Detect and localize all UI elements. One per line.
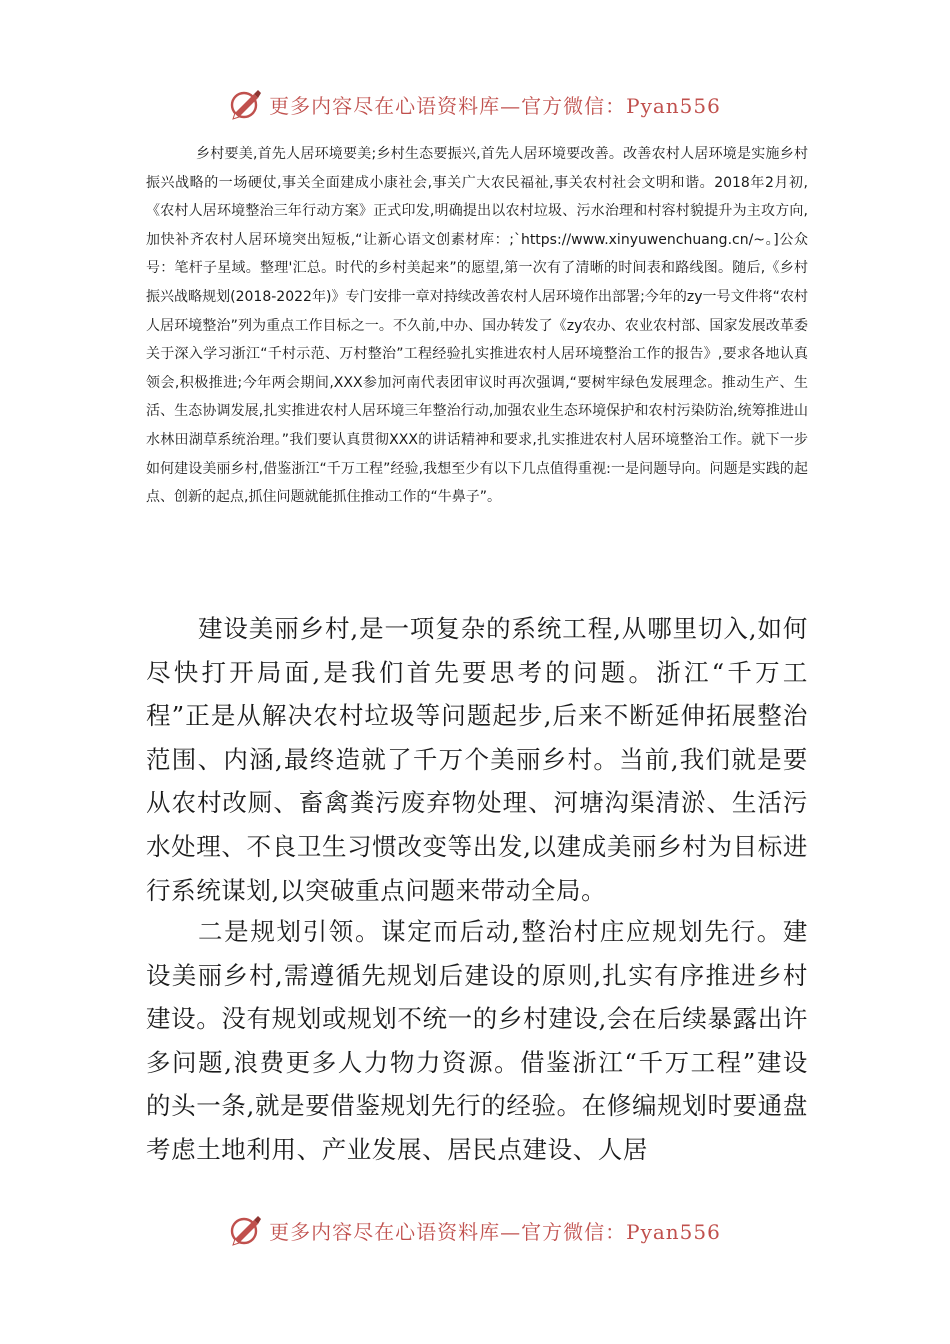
body-paragraph-problem-oriented: 建设美丽乡村,是一项复杂的系统工程,从哪里切入,如何尽快打开局面,是我们首先要思考的问题。浙江“千万工程”正是从解决农村垃圾等问题起步,后来不断延伸拓展整治范围、内涵,最终造就了千万个美丽乡村。当前,我们就是要从农村改厕、畜禽粪污废弃物处理、河塘沟渠清淤、生活污水处理、不良卫生习惯改变等出发,以建成美丽乡村为目标进行系统谋划,以突破重点问题来带动全局。 [146,614,808,905]
body-paragraph-planning-led: 二是规划引领。谋定而后动,整治村庄应规划先行。建设美丽乡村,需遵循先规划后建设的原则,扎实有序推进乡村建设。没有规划或规划不统一的乡村建设,会在后续暴露出许多问题,浪费更多人力物力资源。借鉴浙江“千万工程”建设的头一条,就是要借鉴规划先行的经验。在修编规划时要通盘考虑土地利用、产业发展、居民点建设、人居 [146,917,808,1164]
header-banner [0,84,950,124]
intro-paragraph: 乡村要美,首先人居环境要美;乡村生态要振兴,首先人居环境要改善。改善农村人居环境是实施乡村振兴战略的一场硬仗,事关全面建成小康社会,事关广大农民福祉,事关农村社会文明和谐。2018年2月初,《农村人居环境整治三年行动方案》正式印发,明确提出以农村垃圾、污水治理和村容村貌提升为主攻方向,加快补齐农村人居环境突出短板,“让新心语文创素材库：;`https://www.xinyuwenchuang.cn/~。]公众号：笔杆子星域。整理'汇总。时代的乡村美起来”的愿望,第一次有了清晰的时间表和路线图。随后,《乡村振兴战略规划(2018-2022年)》专门安排一章对持续改善农村人居环境作出部署;今年的zy一号文件将“农村人居环境整治”列为重点工作目标之一。不久前,中办、国办转发了《zy农办、农业农村部、国家发展改革委关于深入学习浙江“千村示范、万村整治”工程经验扎实推进农村人居环境整治工作的报告》,要求各地认真领会,积极推进;今年两会期间,XXX参加河南代表团审议时再次强调,“要树牢绿色发展理念。推动生产、生活、生态协调发展,扎实推进农村人居环境三年整治行动,加强农业生态环境保护和农村污染防治,统筹推进山水林田湖草系统治理。”我们要认真贯彻XXX的讲话精神和要求,扎实推进农村人居环境整治工作。就下一步如何建设美丽乡村,借鉴浙江“千万工程”经验,我想至少有以下几点值得重视:一是问题导向。问题是实践的起点、创新的起点,抓住问题就能抓住推动工作的“牛鼻子”。 [146,146,808,506]
pen-logo-icon [229,1213,263,1247]
banner-text: 更多内容尽在心语资料库—官方微信：Pyan556 [269,1219,721,1244]
pen-logo-icon [229,87,263,121]
banner-text: 更多内容尽在心语资料库—官方微信：Pyan556 [269,93,721,118]
footer-banner [0,1210,950,1250]
